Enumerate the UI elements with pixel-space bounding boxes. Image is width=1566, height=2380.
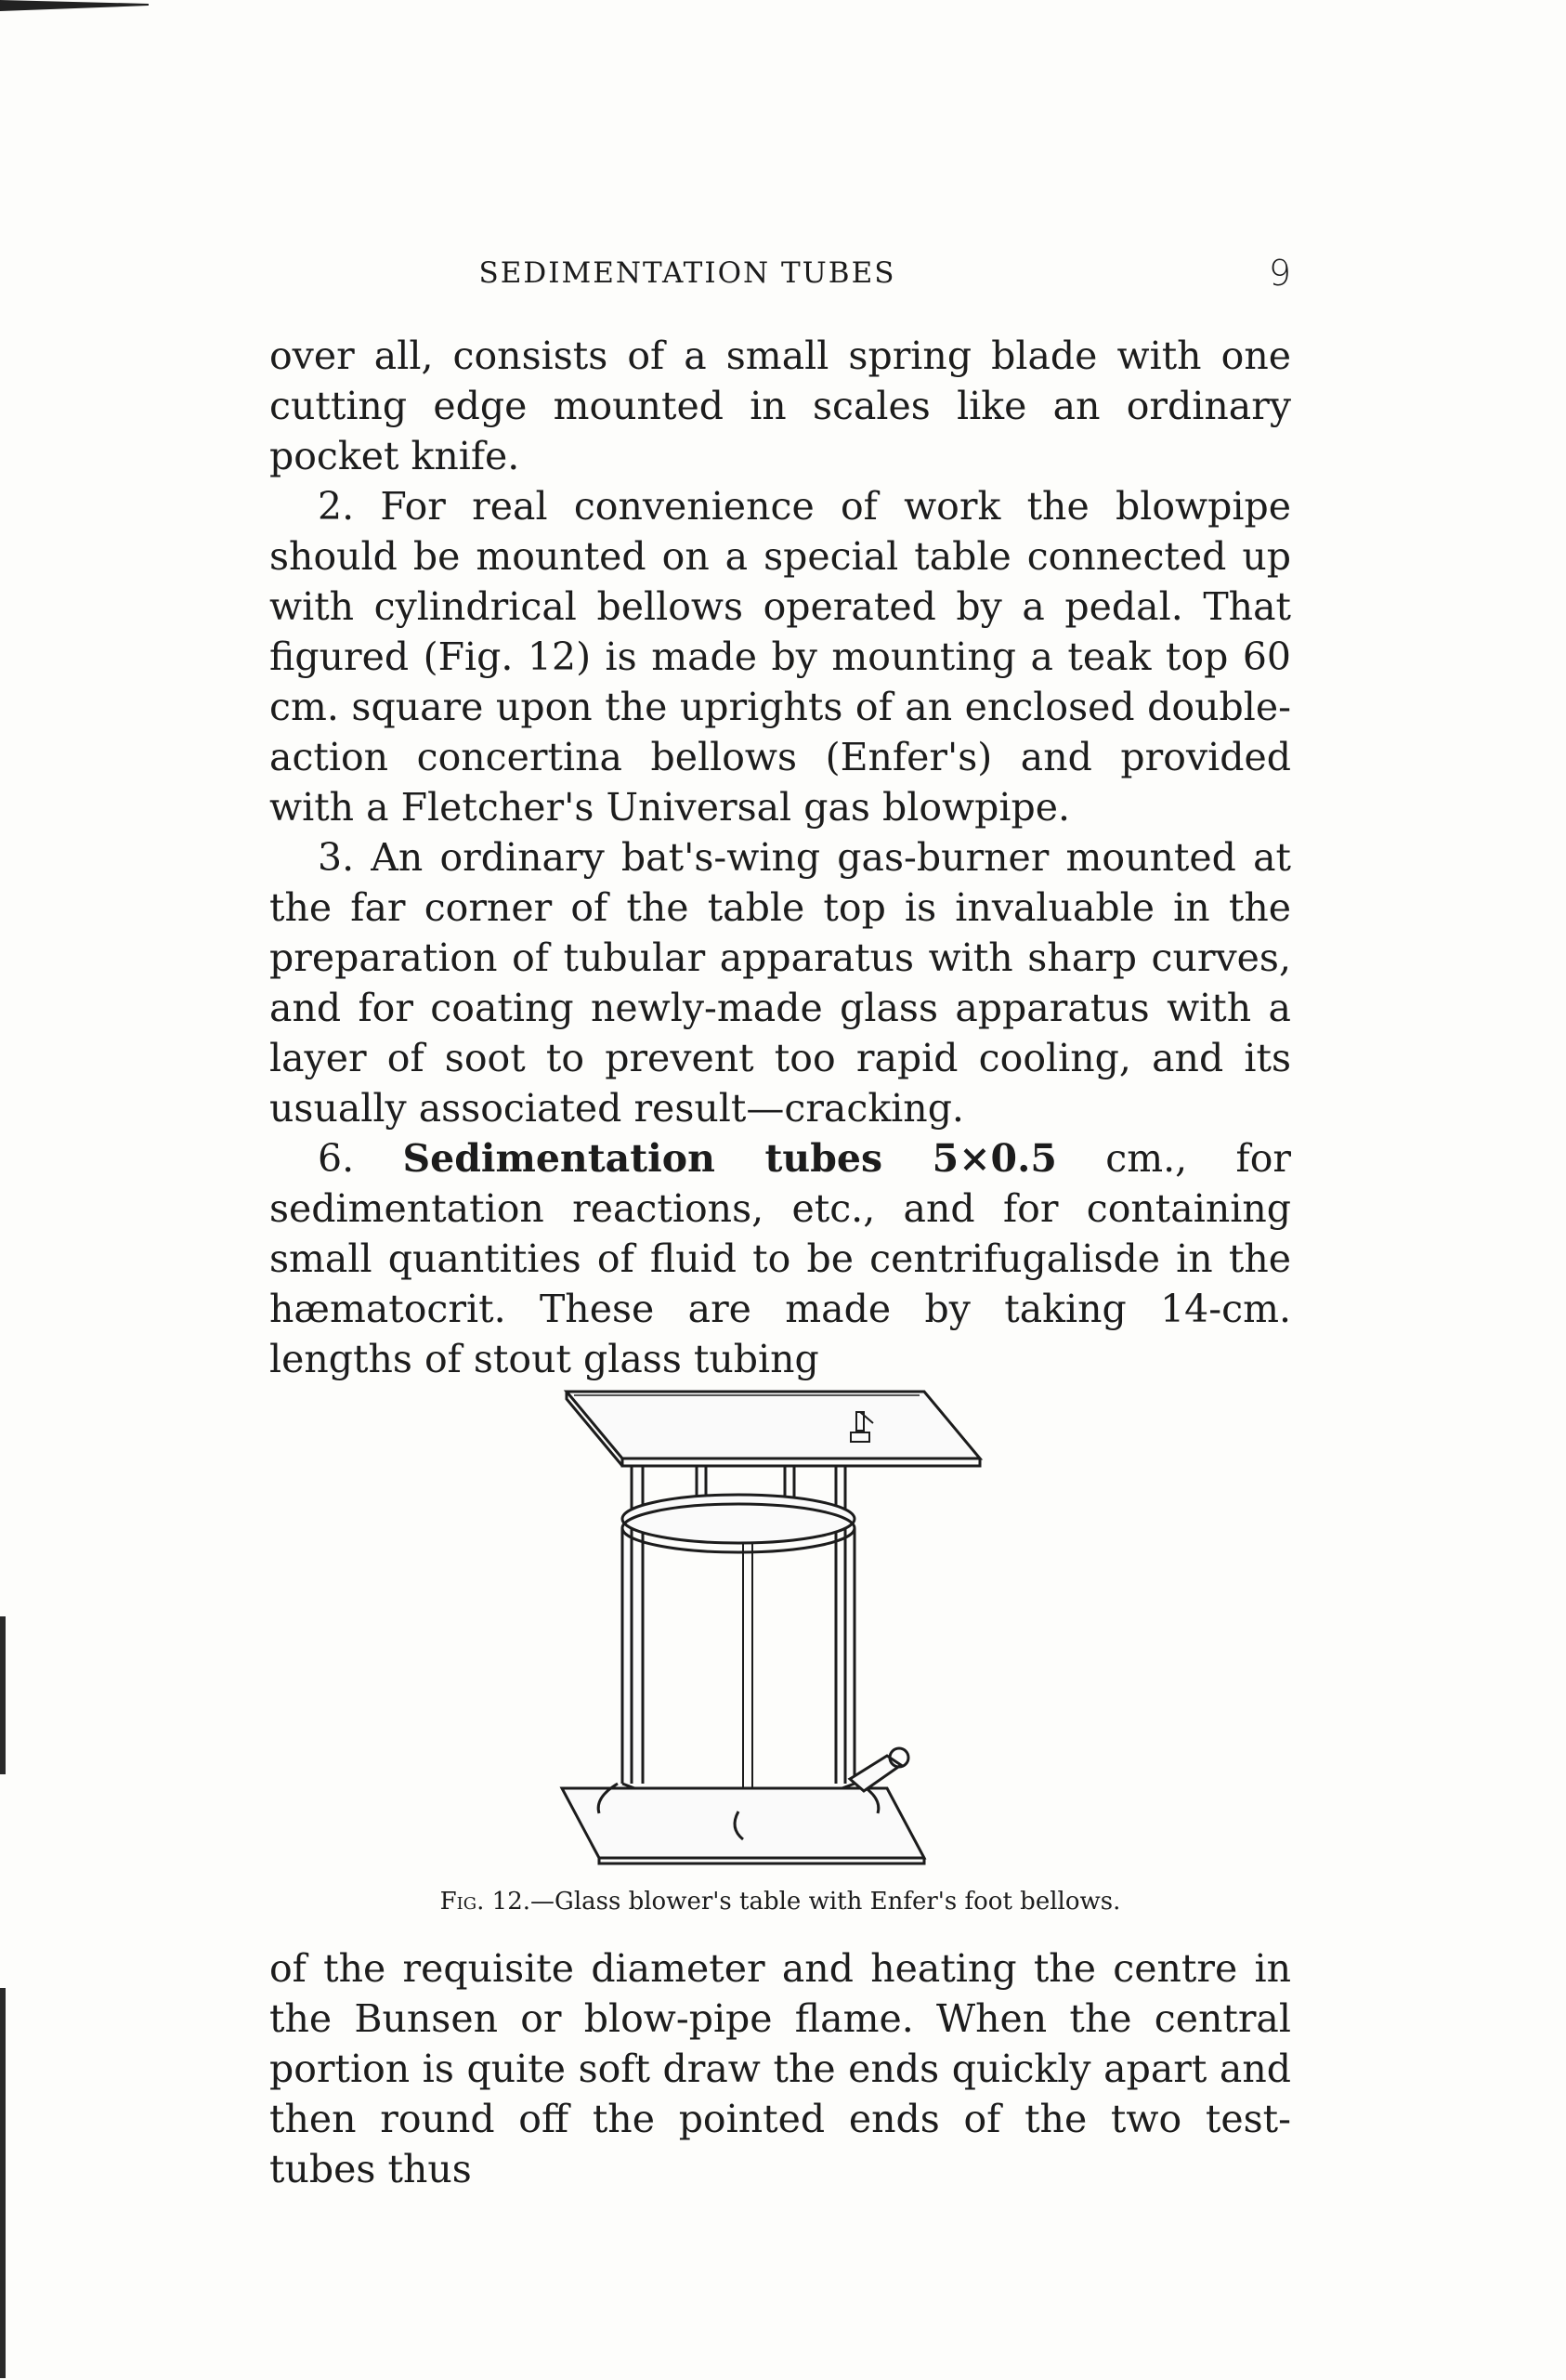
figure-caption-text: —Glass blower's table with Enfer's foot bellows. — [530, 1888, 1121, 1916]
paragraph-text: cm., for sedimentation reactions, etc., and for containing small quantities of fluid to be centrifugalisde in the hæmatocrit. These are made by taking 14-cm. lengths of stout glass tubing — [269, 1136, 1291, 1381]
section-heading: Sedimentation tubes 5×0.5 — [402, 1136, 1057, 1181]
glass-blowers-table-illustration — [557, 1375, 985, 1877]
paragraph: 2. For real convenience of work the blowpipe should be mounted on a special table connected up with cylindrical bellows operated by a pedal. That figured (Fig. 12) is made by mounting a teak top 60 cm. square upon the uprights of an enclosed double-action concertina bellows (Enfer's) and provided with a Fletcher's Universal gas blowpipe. — [269, 484, 1291, 830]
page-header — [269, 253, 1291, 299]
scan-edge-mark-left — [0, 1616, 6, 1774]
body-text-upper — [269, 331, 1291, 1384]
figure-caption — [269, 1888, 1291, 1916]
scan-edge-mark — [0, 0, 149, 15]
running-title: SEDIMENTATION TUBES — [478, 256, 896, 290]
figure-label: Fig. 12. — [439, 1888, 531, 1916]
scan-edge-mark-left-lower — [0, 1988, 6, 2378]
body-text-lower — [269, 1943, 1291, 2194]
list-number: 6. — [318, 1136, 355, 1181]
paragraph: over all, consists of a small spring blade with one cutting edge mounted in scales like an ordinary pocket knife. — [269, 333, 1291, 478]
paragraph: of the requisite diameter and heating the centre in the Bunsen or blow-pipe flame. When the central portion is quite soft draw the ends quickly apart and then round off the pointed ends of the two test-tubes thus — [269, 1946, 1291, 2191]
page-number: 9 — [1268, 253, 1291, 294]
paragraph: 3. An ordinary bat's-wing gas-burner mounted at the far corner of the table top is invaluable in the preparation of tubular apparatus with sharp curves, and for coating newly-made glass apparatus with a layer of soot to prevent too rapid cooling, and its usually associated result—cracking. — [269, 835, 1291, 1131]
paragraph — [269, 1133, 1291, 1384]
